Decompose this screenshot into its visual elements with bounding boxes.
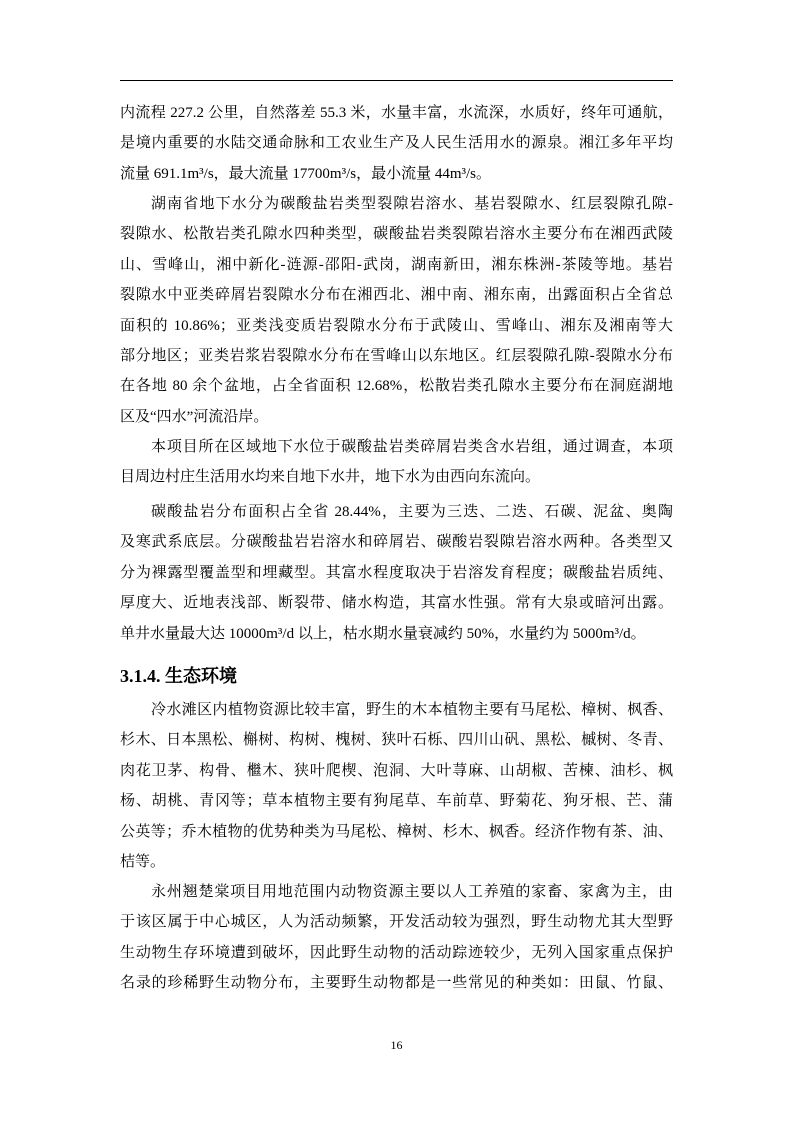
text-line: 内流程 227.2 公里，自然落差 55.3 米，水量丰富，水流深，水质好，终年可通航， [120, 105, 673, 121]
text-line: 冷水滩区内植物资源比较丰富，野生的木本植物主要有马尾松、樟树、枫香、 [151, 702, 673, 718]
text-line: 区及“四水”河流沿岸。 [120, 408, 269, 425]
text-line: 面积的 10.86%；亚类浅变质岩裂隙水分布于武陵山、雪峰山、湘东及湘南等大 [120, 317, 673, 334]
text-line: 于该区属于中心城区，人为活动频繁，开发活动较为强烈，野生动物尤其大型野 [120, 914, 673, 931]
text-line: 是境内重要的水陆交通命脉和工农业生产及人民生活用水的源泉。湘江多年平均 [120, 135, 673, 152]
text-line: 目周边村庄生活用水均来自地下水井，地下水为由西向东流向。 [120, 469, 541, 486]
text-line: 名录的珍稀野生动物分布，主要野生动物都是一些常见的种类如：田鼠、竹鼠、 [120, 975, 673, 992]
text-line: 部分地区；亚类岩浆岩裂隙水分布在雪峰山以东地区。红层裂隙孔隙-裂隙水分布 [120, 347, 673, 364]
text-line: 在各地 80 余个盆地，占全省面积 12.68%，松散岩类孔隙水主要分布在洞庭湖地 [120, 378, 673, 395]
text-line: 及寒武系底层。分碳酸盐岩岩溶水和碎屑岩、碳酸岩裂隙岩溶水两种。各类型又 [120, 534, 673, 551]
text-line: 单井水量最大达 10000m³/d 以上，枯水期水量衰减约 50%，水量约为 5000m³/d。 [120, 625, 646, 642]
text-line: 永州翘楚棠项目用地范围内动物资源主要以人工养殖的家畜、家禽为主，由 [151, 884, 673, 900]
text-line: 桔等。 [120, 853, 166, 870]
paragraph [120, 497, 673, 649]
paragraph [120, 98, 673, 189]
text-line: 生动物生存环境遭到破坏，因此野生动物的活动踪迹较少，无列入国家重点保护 [120, 944, 673, 961]
text-line: 杨、胡桃、青冈等；草本植物主要有狗尾草、车前草、野菊花、狗牙根、芒、蒲 [120, 793, 673, 810]
text-line: 湖南省地下水分为碳酸盐岩类型裂隙岩溶水、基岩裂隙水、红层裂隙孔隙- [151, 196, 673, 212]
text-line: 山、雪峰山，湘中新化-涟源-邵阳-武岗，湖南新田，湘东株洲-茶陵等地。基岩 [120, 256, 673, 273]
section-heading: 3.1.4. 生态环境 [120, 666, 237, 686]
paragraph [120, 695, 673, 877]
paragraph [120, 432, 673, 493]
page-number: 16 [390, 1038, 403, 1052]
text-line: 本项目所在区域地下水位于碳酸盐岩类碎屑岩类含水岩组，通过调查，本项 [151, 439, 673, 455]
text-line: 杉木、日本黑松、槲树、构树、槐树、狭叶石栎、四川山矾、黑松、槭树、冬青、 [120, 732, 673, 749]
paragraph [120, 189, 673, 432]
text-line: 厚度大、近地表浅部、断裂带、储水构造，其富水性强。常有大泉或暗河出露。 [120, 595, 673, 612]
text-line: 碳酸盐岩分布面积占全省 28.44%，主要为三迭、二迭、石碳、泥盆、奥陶 [151, 504, 673, 520]
text-line: 流量 691.1m³/s，最大流量 17700m³/s，最小流量 44m³/s。 [120, 165, 492, 182]
paragraph [120, 877, 673, 999]
header-rule [120, 80, 673, 81]
text-line: 分为裸露型覆盖型和埋藏型。其富水程度取决于岩溶发育程度；碳酸盐岩质纯、 [120, 564, 673, 581]
text-line: 裂隙水、松散岩类孔隙水四种类型，碳酸盐岩类裂隙岩溶水主要分布在湘西武陵 [120, 226, 673, 243]
text-line: 公英等；乔木植物的优势种类为马尾松、樟树、杉木、枫香。经济作物有茶、油、 [120, 823, 673, 840]
text-line: 肉花卫茅、构骨、檵木、狭叶爬楔、泡洞、大叶荨麻、山胡椒、苦楝、油杉、枫 [120, 762, 673, 779]
text-line: 裂隙水中亚类碎屑岩裂隙水分布在湘西北、湘中南、湘东南，出露面积占全省总 [120, 287, 673, 304]
